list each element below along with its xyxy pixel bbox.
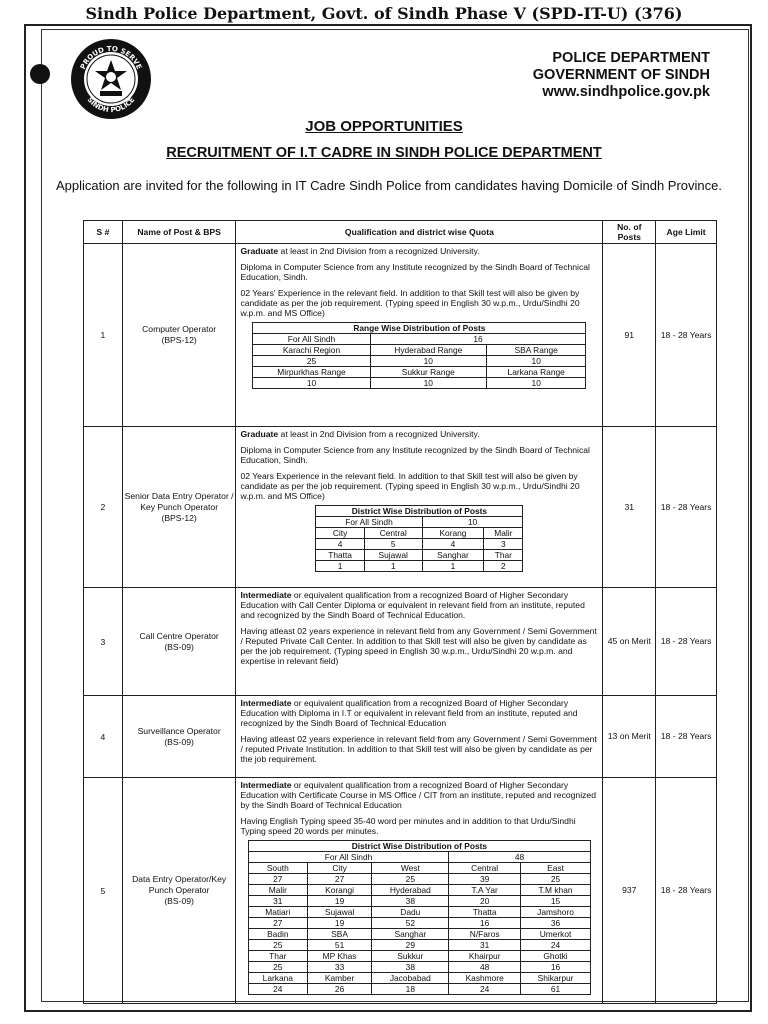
district-value: 1 bbox=[316, 561, 364, 572]
district-name: Badin bbox=[248, 929, 307, 940]
experience-requirement: 02 Years Experience in the relevant field. In addition to that Skill test will also be given by candidate as per the job requirement. (Typing speed in English 30 w.p.m., Urdu/Sindhi 20 w.p.m. and MS Office) bbox=[240, 471, 580, 501]
row-posts: 45 on Merit bbox=[603, 588, 656, 696]
district-value: 2 bbox=[484, 561, 523, 572]
table-row bbox=[84, 696, 717, 778]
qualification-detail: at least in 2nd Division from a recognized University. bbox=[278, 429, 480, 439]
post-bps: (BS-09) bbox=[164, 896, 194, 906]
row-qualification bbox=[236, 588, 603, 696]
district-name: Thar bbox=[248, 951, 307, 962]
typing-requirement: Having English Typing speed 35-40 word per minutes and in addition to that Urdu/Sindhi Typing speed 20 words per minutes. bbox=[240, 816, 576, 836]
page-title: JOB OPPORTUNITIES bbox=[305, 118, 463, 135]
row-post bbox=[122, 588, 236, 696]
district-value: 29 bbox=[372, 940, 449, 951]
distribution-row bbox=[248, 951, 590, 962]
all-sindh-label: For All Sindh bbox=[253, 334, 370, 345]
experience-requirement: Having atleast 02 years experience in relevant field from any Government / Semi Government / reputed Private Institution. In addition to that Skill test will also be given by candidate as per the job requirement. bbox=[240, 734, 597, 764]
row-age: 18 - 28 Years bbox=[656, 427, 717, 588]
distribution-row bbox=[248, 896, 590, 907]
row-sn: 1 bbox=[84, 244, 123, 427]
district-value: 38 bbox=[372, 896, 449, 907]
distribution-row bbox=[248, 929, 590, 940]
row-post bbox=[122, 778, 236, 1004]
department-name: POLICE DEPARTMENT bbox=[552, 50, 710, 66]
qualification-detail: or equivalent qualification from a recognized Board of Higher Secondary Education with Certificate Course in MS Office / CIT from an institute, reputed and recognized by the Sindh Board of Technical Education bbox=[240, 780, 596, 810]
district-value: 24 bbox=[248, 984, 307, 995]
region-value: 10 bbox=[487, 356, 586, 367]
district-name: T.A Yar bbox=[449, 885, 521, 896]
district-name: Malir bbox=[484, 528, 523, 539]
row-sn: 4 bbox=[84, 696, 123, 778]
district-name: T.M khan bbox=[521, 885, 591, 896]
distribution-row bbox=[248, 940, 590, 951]
region-name: Larkana Range bbox=[487, 367, 586, 378]
row-qualification bbox=[236, 244, 603, 427]
distribution-row bbox=[248, 918, 590, 929]
district-name: MP Khas bbox=[307, 951, 372, 962]
row-posts: 91 bbox=[603, 244, 656, 427]
post-name: Senior Data Entry Operator / Key Punch Operator bbox=[124, 490, 234, 512]
district-value: 31 bbox=[248, 896, 307, 907]
all-sindh-label: For All Sindh bbox=[248, 852, 448, 863]
district-name: Thatta bbox=[316, 550, 364, 561]
post-bps: (BS-09) bbox=[164, 736, 194, 747]
col-post: Name of Post & BPS bbox=[122, 221, 236, 244]
district-name: Ghotki bbox=[521, 951, 591, 962]
region-value: 10 bbox=[370, 378, 486, 389]
district-name: Central bbox=[364, 528, 422, 539]
district-value: 24 bbox=[521, 940, 591, 951]
district-value: 25 bbox=[248, 962, 307, 973]
post-name: Computer Operator bbox=[142, 324, 217, 334]
post-name: Surveillance Operator bbox=[137, 725, 221, 736]
distribution-caption: District Wise Distribution of Posts bbox=[316, 506, 523, 517]
district-name: N/Faros bbox=[449, 929, 521, 940]
table-row bbox=[84, 427, 717, 588]
page-subtitle: RECRUITMENT OF I.T CADRE IN SINDH POLICE DEPARTMENT bbox=[166, 145, 602, 161]
qualification-line bbox=[240, 780, 598, 810]
all-sindh-value: 10 bbox=[422, 517, 523, 528]
distribution-row bbox=[248, 863, 590, 874]
col-qualification: Qualification and district wise Quota bbox=[236, 221, 603, 244]
district-value: 36 bbox=[521, 918, 591, 929]
district-name: Sanghar bbox=[422, 550, 484, 561]
qualification-line bbox=[240, 698, 598, 728]
table-row bbox=[84, 588, 717, 696]
qualification-detail: or equivalent qualification from a recognized Board of Higher Secondary Education with Call Center Diploma or equivalent in relevant field from an institute, reputed and recognized by the Sindh Board of Technical Education. bbox=[240, 590, 585, 620]
qualification-level: Intermediate bbox=[240, 698, 292, 708]
qualification-line bbox=[240, 590, 598, 620]
district-value: 33 bbox=[307, 962, 372, 973]
district-name: Kamber bbox=[307, 973, 372, 984]
district-name: Sukkur bbox=[372, 951, 449, 962]
district-name: Korangi bbox=[307, 885, 372, 896]
website: www.sindhpolice.gov.pk bbox=[542, 84, 710, 100]
logo-top-text: PROUD TO SERVE bbox=[78, 44, 144, 71]
qualification-detail: or equivalent qualification from a recognized Board of Higher Secondary Education with Diploma in I.T or equivalent in relevant field from an institute, reputed and recognized by the Sindh Board of Technical Education bbox=[240, 698, 578, 728]
district-value: 25 bbox=[521, 874, 591, 885]
distribution-caption: Range Wise Distribution of Posts bbox=[253, 323, 586, 334]
region-name: Sukkur Range bbox=[370, 367, 486, 378]
district-value: 61 bbox=[521, 984, 591, 995]
district-value: 4 bbox=[316, 539, 364, 550]
qualification-line bbox=[240, 246, 598, 256]
district-value: 27 bbox=[307, 874, 372, 885]
col-posts: No. of Posts bbox=[603, 221, 656, 244]
district-name: Khairpur bbox=[449, 951, 521, 962]
col-sn: S # bbox=[84, 221, 123, 244]
row-post bbox=[122, 427, 236, 588]
qualification-level: Intermediate bbox=[240, 780, 292, 790]
row-post bbox=[122, 696, 236, 778]
post-bps: (BPS-12) bbox=[161, 335, 197, 345]
post-bps: (BS-09) bbox=[164, 641, 194, 652]
district-value: 38 bbox=[372, 962, 449, 973]
row-sn: 2 bbox=[84, 427, 123, 588]
row-qualification bbox=[236, 778, 603, 1004]
district-name: Sujawal bbox=[307, 907, 372, 918]
district-value: 31 bbox=[449, 940, 521, 951]
district-name: Jacobabad bbox=[372, 973, 449, 984]
all-sindh-value: 48 bbox=[449, 852, 591, 863]
district-value: 1 bbox=[364, 561, 422, 572]
district-name: Sanghar bbox=[372, 929, 449, 940]
row-sn: 5 bbox=[84, 778, 123, 1004]
distribution-table bbox=[248, 840, 591, 995]
row-sn: 3 bbox=[84, 588, 123, 696]
district-name: Jamshoro bbox=[521, 907, 591, 918]
table-header-row bbox=[84, 221, 717, 244]
row-qualification bbox=[236, 427, 603, 588]
district-name: City bbox=[316, 528, 364, 539]
row-age: 18 - 28 Years bbox=[656, 696, 717, 778]
distribution-row bbox=[248, 973, 590, 984]
row-posts: 31 bbox=[603, 427, 656, 588]
all-sindh-label: For All Sindh bbox=[316, 517, 422, 528]
distribution-row bbox=[248, 907, 590, 918]
region-value: 25 bbox=[253, 356, 370, 367]
district-name: Larkana bbox=[248, 973, 307, 984]
district-name: Korang bbox=[422, 528, 484, 539]
post-name: Call Centre Operator bbox=[139, 630, 219, 641]
district-name: Thatta bbox=[449, 907, 521, 918]
row-post bbox=[122, 244, 236, 427]
district-value: 48 bbox=[449, 962, 521, 973]
col-age: Age Limit bbox=[656, 221, 717, 244]
all-sindh-value: 16 bbox=[370, 334, 586, 345]
district-value: 20 bbox=[449, 896, 521, 907]
post-bps: (BPS-12) bbox=[161, 512, 197, 523]
document-header: Sindh Police Department, Govt. of Sindh Phase V (SPD-IT-U) (376) bbox=[85, 4, 683, 23]
district-value: 19 bbox=[307, 918, 372, 929]
district-value: 16 bbox=[449, 918, 521, 929]
region-value: 10 bbox=[487, 378, 586, 389]
district-name: Thar bbox=[484, 550, 523, 561]
government-name: GOVERNMENT OF SINDH bbox=[532, 67, 710, 83]
district-value: 25 bbox=[248, 940, 307, 951]
distribution-row bbox=[248, 962, 590, 973]
district-name: Central bbox=[449, 863, 521, 874]
region-name: Hyderabad Range bbox=[370, 345, 486, 356]
district-name: Kashmore bbox=[449, 973, 521, 984]
jobs-table bbox=[83, 220, 717, 1004]
row-age: 18 - 28 Years bbox=[656, 244, 717, 427]
distribution-row bbox=[248, 874, 590, 885]
diploma-requirement: Diploma in Computer Science from any Institute recognized by the Sindh Board of Technical Education, Sindh. bbox=[240, 262, 590, 282]
district-value: 19 bbox=[307, 896, 372, 907]
table-row bbox=[84, 244, 717, 427]
table-row bbox=[84, 778, 717, 1004]
district-value: 52 bbox=[372, 918, 449, 929]
row-age: 18 - 28 Years bbox=[656, 588, 717, 696]
district-value: 27 bbox=[248, 874, 307, 885]
row-qualification bbox=[236, 696, 603, 778]
district-value: 3 bbox=[484, 539, 523, 550]
district-value: 15 bbox=[521, 896, 591, 907]
district-name: Dadu bbox=[372, 907, 449, 918]
district-value: 18 bbox=[372, 984, 449, 995]
district-value: 1 bbox=[422, 561, 484, 572]
district-value: 51 bbox=[307, 940, 372, 951]
logo-bottom-text: SINDH POLICE bbox=[85, 95, 137, 115]
distribution-table bbox=[315, 505, 523, 572]
region-name: Mirpurkhas Range bbox=[253, 367, 370, 378]
region-value: 10 bbox=[253, 378, 370, 389]
sindh-police-logo bbox=[70, 38, 152, 120]
district-value: 16 bbox=[521, 962, 591, 973]
distribution-row bbox=[248, 984, 590, 995]
region-value: 10 bbox=[370, 356, 486, 367]
qualification-level: Graduate bbox=[240, 429, 279, 439]
district-value: 25 bbox=[372, 874, 449, 885]
district-value: 27 bbox=[248, 918, 307, 929]
district-name: SBA bbox=[307, 929, 372, 940]
district-value: 5 bbox=[364, 539, 422, 550]
district-name: City bbox=[307, 863, 372, 874]
district-value: 39 bbox=[449, 874, 521, 885]
experience-requirement: 02 Years' Experience in the relevant field. In addition to that Skill test will also be given by candidate as per the job requirement. (Typing speed in English 30 w.p.m., Urdu/Sindhi 20 w.p.m. and MS Office) bbox=[240, 288, 580, 318]
qualification-level: Graduate bbox=[240, 246, 279, 256]
district-name: South bbox=[248, 863, 307, 874]
intro-text: Application are invited for the following in IT Cadre Sindh Police from candidates having Domicile of Sindh Province. bbox=[55, 178, 722, 193]
district-value: 4 bbox=[422, 539, 484, 550]
row-posts: 937 bbox=[603, 778, 656, 1004]
punch-hole bbox=[30, 64, 50, 84]
distribution-table bbox=[252, 322, 586, 389]
district-name: East bbox=[521, 863, 591, 874]
distribution-caption: District Wise Distribution of Posts bbox=[248, 841, 590, 852]
row-posts: 13 on Merit bbox=[603, 696, 656, 778]
department-block bbox=[533, 50, 710, 101]
region-name: Karachi Region bbox=[253, 345, 370, 356]
district-name: West bbox=[372, 863, 449, 874]
district-name: Umerkot bbox=[521, 929, 591, 940]
row-age: 18 - 28 Years bbox=[656, 778, 717, 1004]
qualification-line bbox=[240, 429, 598, 439]
district-value: 26 bbox=[307, 984, 372, 995]
post-name: Data Entry Operator/Key Punch Operator bbox=[132, 874, 227, 895]
qualification-level: Intermediate bbox=[240, 590, 292, 600]
district-value: 24 bbox=[449, 984, 521, 995]
district-name: Shikarpur bbox=[521, 973, 591, 984]
diploma-requirement: Diploma in Computer Science from any Institute recognized by the Sindh Board of Technical Education, Sindh. bbox=[240, 445, 590, 465]
district-name: Hyderabad bbox=[372, 885, 449, 896]
region-name: SBA Range bbox=[487, 345, 586, 356]
distribution-row bbox=[248, 885, 590, 896]
district-name: Matiari bbox=[248, 907, 307, 918]
experience-requirement: Having atleast 02 years experience in relevant field from any Government / Semi Government / Reputed Private Call Center. In addition to that Skill test will also be given by candidate as per the job requirement. (Typing speed in English 30 w.p.m., Urdu/Sindhi 20 w.p.m. and expertise in relevant field) bbox=[240, 626, 597, 666]
qualification-detail: at least in 2nd Division from a recognized University. bbox=[278, 246, 480, 256]
district-name: Sujawal bbox=[364, 550, 422, 561]
district-name: Malir bbox=[248, 885, 307, 896]
